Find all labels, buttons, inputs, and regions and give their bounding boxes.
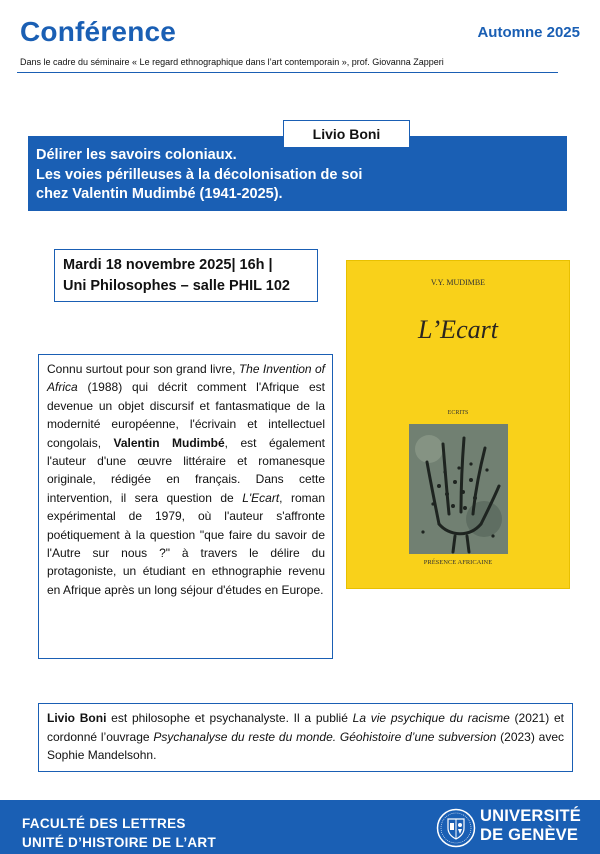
bio-book-title-1: La vie psychique du racisme [352,711,510,725]
page-title: Conférence [20,16,177,47]
university-name-line-1: UNIVERSITÉ [480,807,582,825]
speaker-name-tab [283,120,410,148]
event-location: Uni Philosophes – salle PHIL 102 [63,278,290,294]
description-text-1: Connu surtout pour son grand livre, [47,362,239,376]
bio-text-1: est philosophe et psychanalyste. Il a publié [106,711,353,725]
bio-text-2: (2021) et cordonné l’ouvrage [47,711,564,744]
bio-book-title-2: Psychanalyse du reste du monde. Géohistoire d’une subversion [153,729,497,744]
event-date-time: Mardi 18 novembre 2025| 16h | [63,257,273,273]
header-divider [17,72,558,73]
bio-speaker-name: Livio Boni [47,711,107,725]
description-book-title-2: L'Ecart [242,490,280,505]
speaker-name: Livio Boni [312,126,381,142]
talk-title-line-3: chez Valentin Mudimbé (1941-2025). [36,186,283,202]
talk-title-line-2: Les voies périlleuses à la décolonisation de soi [36,166,363,183]
description-text-2: (1988) qui décrit comment l'Afrique est devenue un objet discursif et fantasmatique de la modernité européenne, l'écrivain et intellectuel congolais, [47,380,325,450]
description-box [38,354,333,659]
department-name: UNITÉ D’HISTOIRE DE L’ART [22,835,217,850]
description-book-title-1: The Invention of Africa [47,362,325,395]
book-cover-publisher: PRÉSENCE AFRICAINE [423,559,493,566]
university-seal-icon [436,808,476,848]
cave-painting-hand-image [409,424,508,554]
book-cover-genre: ECRITS [447,410,469,416]
book-cover-author: V.Y. MUDIMBE [430,278,486,287]
talk-title-line-1: Délirer les savoirs coloniaux. [36,147,237,163]
book-cover-title: L’Ecart [418,315,498,344]
description-text-3: , est également l'auteur d'une œuvre littéraire et romanesque originale, rédigée en français. Dans cette intervention, il sera question de [47,435,325,505]
seminar-subtitle: Dans le cadre du séminaire « Le regard ethnographique dans l’art contemporain », prof. Giovanna Zapperi [20,57,444,67]
university-name-line-2: DE GENÈVE [480,826,579,844]
book-cover [346,260,570,589]
description-author-name: Valentin Mudimbé [113,435,225,450]
description-text-4: , roman expérimental de 1979, où l'auteur s'affronte poétiquement à la question "que faire du savoir de l'Autre sur nous ?" à travers le délire du protagoniste, un étudiant en ethnographie revenu en Afrique après un long séjour d'études en Europe. [47,490,326,597]
faculty-name: FACULTÉ DES LETTRES [22,816,186,831]
speaker-bio-box [38,703,573,772]
season-label: Automne 2025 [477,24,580,41]
talk-title [36,146,456,205]
event-details-box [54,249,318,302]
bio-text-3: (2023) avec Sophie Mandelsohn. [47,729,565,762]
